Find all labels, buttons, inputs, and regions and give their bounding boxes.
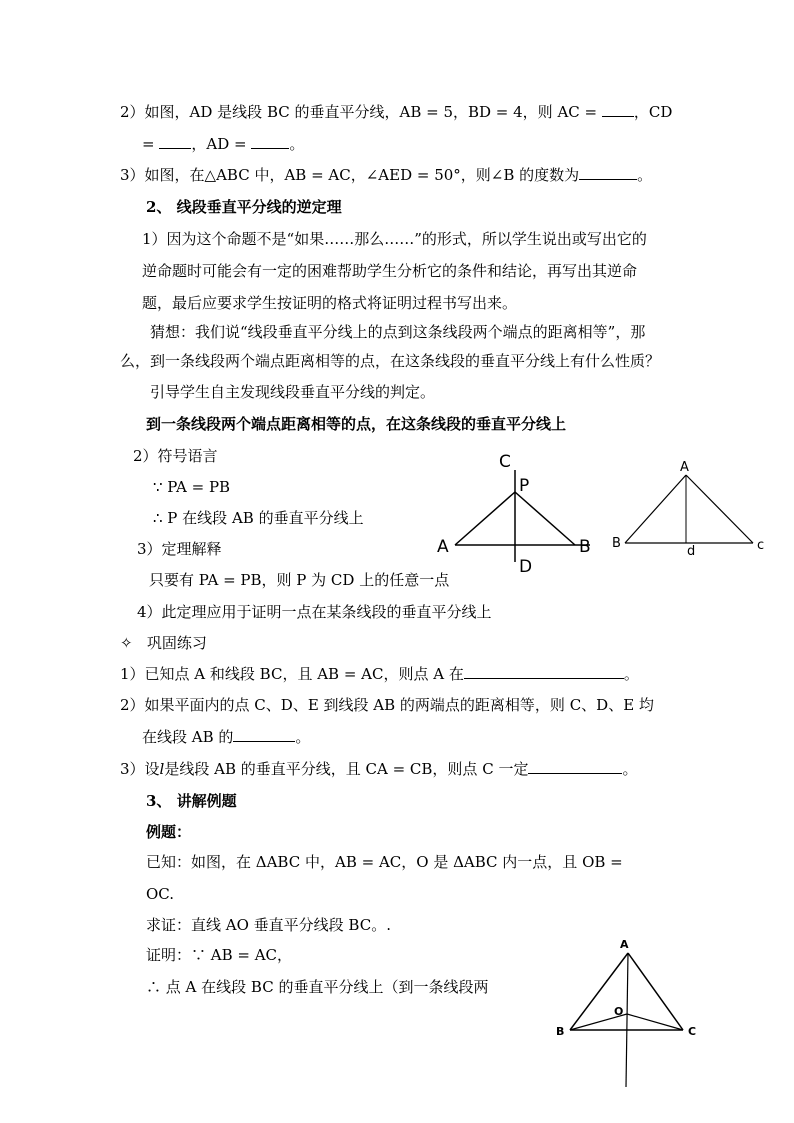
practice-q3-text-a: 3）设 [120, 760, 160, 778]
practice-q2-line1: 2）如果平面内的点 C、D、E 到线段 AB 的两端点的距离相等，则 C、D、E 均 [120, 696, 654, 714]
answer-blank-practice-1[interactable] [464, 664, 624, 679]
figure-example-triangle [550, 935, 710, 1090]
practice-q3-variable: l [159, 760, 165, 778]
segment-ac [628, 953, 683, 1030]
section-3-title: 3、 讲解例题 [146, 792, 237, 810]
para1-line3: 题，最后应要求学生按证明的格式将证明过程书写出来。 [142, 294, 518, 312]
question-2-line2 [142, 134, 304, 154]
diamond-bullet-icon: ✧ [120, 634, 133, 652]
example-proof-line2: ∴ 点 A 在线段 BC 的垂直平分线上（到一条线段两 [146, 978, 489, 996]
guess-line3: 引导学生自主发现线段垂直平分线的判定。 [150, 383, 436, 401]
question-2-line1 [120, 102, 672, 122]
line-ao [626, 953, 628, 1087]
practice-q3-end: 。 [622, 760, 638, 778]
label-o: O [614, 1005, 624, 1018]
answer-blank-practice-3[interactable] [528, 759, 622, 774]
label-c: C [688, 1025, 697, 1038]
practice-q1 [120, 664, 639, 684]
explain-title: 3）定理解释 [137, 540, 222, 558]
para1-line2: 逆命题时可能会有一定的困难帮助学生分析它的条件和结论，再写出其逆命 [142, 262, 638, 280]
question-3-end: 。 [637, 166, 653, 184]
label-b: B [579, 537, 591, 557]
answer-blank-ad[interactable] [251, 134, 289, 149]
question-2-end: 。 [289, 135, 305, 153]
figure-isosceles-triangle [610, 455, 780, 560]
example-prove: 求证：直线 AO 垂直平分线段 BC。. [146, 916, 391, 934]
example-label: 例题： [146, 823, 192, 841]
segment-ab [625, 475, 686, 543]
example-proof-line1: 证明：∵ AB = AC， [146, 946, 293, 964]
segment-pb [515, 492, 575, 545]
label-d: D [519, 557, 533, 577]
practice-q3-text-b: 是线段 AB 的垂直平分线，且 CA = CB，则点 C 一定 [164, 760, 529, 778]
label-b: B [612, 536, 621, 551]
symbol-conclusion: ∴ P 在线段 AB 的垂直平分线上 [153, 509, 364, 527]
label-d: d [687, 544, 696, 559]
symbol-title: 2）符号语言 [133, 447, 218, 465]
figure-perpendicular-bisector [430, 450, 610, 580]
label-c: C [499, 452, 511, 472]
practice-q2-end: 。 [295, 728, 311, 746]
theorem-statement: 到一条线段两个端点距离相等的点，在这条线段的垂直平分线上 [146, 415, 567, 433]
question-2-text-ad: ，AD = [191, 135, 247, 153]
example-known-line1: 已知：如图，在 ΔABC 中，AB = AC，O 是 ΔABC 内一点，且 OB = [146, 853, 623, 871]
question-2-text-cd: ，CD [633, 103, 673, 121]
practice-heading [120, 633, 207, 653]
answer-blank-angle-b[interactable] [579, 165, 637, 180]
practice-q1-end: 。 [623, 665, 639, 683]
answer-blank-ac[interactable] [602, 102, 634, 117]
question-2-eq: = [142, 135, 155, 153]
segment-oc [627, 1014, 683, 1030]
label-a: A [680, 460, 689, 475]
guess-line1: 猜想：我们说“线段垂直平分线上的点到这条线段两个端点的距离相等”，那 [150, 323, 646, 341]
segment-pa [455, 492, 515, 545]
guess-line2: 么，到一条线段两个端点距离相等的点，在这条线段的垂直平分线上有什么性质？ [120, 352, 661, 370]
answer-blank-cd[interactable] [159, 134, 191, 149]
label-a: A [620, 938, 629, 951]
label-a: A [437, 537, 449, 557]
label-b: B [556, 1025, 565, 1038]
symbol-given: ∵ PA = PB [153, 478, 231, 496]
label-c: c [757, 538, 765, 553]
question-3-line [120, 165, 652, 185]
practice-q2-line2 [142, 727, 310, 747]
section-2-title: 2、 线段垂直平分线的逆定理 [146, 198, 342, 216]
practice-q1-text: 1）已知点 A 和线段 BC，且 AB = AC，则点 A 在 [120, 665, 464, 683]
segment-ac [686, 475, 753, 543]
question-2-text: 2）如图，AD 是线段 BC 的垂直平分线，AB = 5，BD = 4，则 AC = [120, 103, 598, 121]
answer-blank-practice-2[interactable] [233, 727, 295, 742]
practice-title: 巩固练习 [146, 634, 207, 652]
apply-text: 4）此定理应用于证明一点在某条线段的垂直平分线上 [137, 603, 492, 621]
practice-q2-text: 在线段 AB 的 [142, 728, 234, 746]
explain-text: 只要有 PA = PB，则 P 为 CD 上的任意一点 [149, 571, 450, 589]
example-known-line2: OC. [146, 885, 175, 903]
question-3-text: 3）如图，在△ABC 中，AB = AC，∠AED = 50°，则∠B 的度数为 [120, 166, 580, 184]
segment-ab [570, 953, 628, 1030]
practice-q3 [120, 759, 637, 779]
para1-line1: 1）因为这个命题不是“如果……那么……”的形式，所以学生说出或写出它的 [142, 230, 647, 248]
label-p: P [519, 476, 530, 496]
